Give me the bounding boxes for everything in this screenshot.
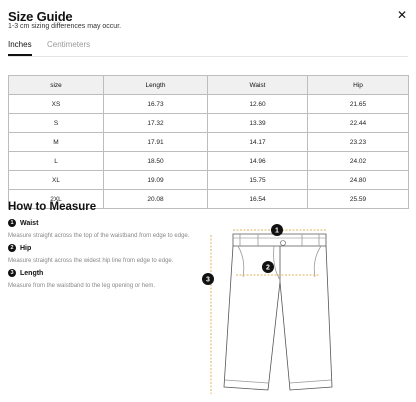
svg-text:3: 3 (206, 276, 210, 284)
svg-text:2: 2 (266, 264, 270, 272)
table-row (9, 133, 409, 152)
close-icon[interactable]: ✕ (397, 8, 408, 22)
marker-1 (271, 224, 283, 236)
measure-description: Measure from the waistband to the leg opening or hem. (8, 283, 156, 289)
measure-description: Measure straight across the widest hip line from edge to edge. (8, 258, 174, 264)
table-cell: 18.50 (104, 152, 208, 171)
table-cell: 14.96 (208, 152, 308, 171)
shorts-diagram-icon (198, 222, 338, 402)
table-cell: L (9, 152, 104, 171)
table-cell: 16.54 (208, 190, 308, 209)
table-cell: 20.08 (104, 190, 208, 209)
tab-inches[interactable]: Inches (8, 40, 32, 49)
svg-text:1: 1 (275, 227, 279, 235)
table-cell: M (9, 133, 104, 152)
table-cell: 12.60 (208, 95, 308, 114)
table-cell: 24.80 (308, 171, 409, 190)
size-table (8, 75, 409, 209)
table-row (9, 95, 409, 114)
table-cell: 16.73 (104, 95, 208, 114)
measure-item-length (8, 269, 155, 289)
marker-3 (202, 273, 214, 285)
table-row (9, 171, 409, 190)
table-cell: 25.59 (308, 190, 409, 209)
column-header-size: size (9, 76, 104, 95)
table-cell: 13.39 (208, 114, 308, 133)
table-header-row (9, 76, 409, 95)
measure-label: Hip (20, 244, 32, 252)
measure-description: Measure straight across the top of the waistband from edge to edge. (8, 233, 190, 239)
table-cell: XL (9, 171, 104, 190)
measure-item-hip (8, 244, 173, 264)
measure-label: Waist (20, 219, 39, 227)
measure-label: Length (20, 269, 44, 277)
column-header-waist: Waist (208, 76, 308, 95)
marker-2 (262, 261, 274, 273)
table-cell: 22.44 (308, 114, 409, 133)
table-cell: XS (9, 95, 104, 114)
table-cell: 14.17 (208, 133, 308, 152)
measure-item-waist (8, 219, 189, 239)
table-cell: 19.09 (104, 171, 208, 190)
tab-divider (8, 56, 408, 57)
column-header-length: Length (104, 76, 208, 95)
tab-centimeters[interactable]: Centimeters (47, 40, 91, 49)
table-cell: 24.02 (308, 152, 409, 171)
table-cell: 2XL (9, 190, 104, 209)
table-cell: 23.23 (308, 133, 409, 152)
table-cell: 21.65 (308, 95, 409, 114)
sizing-note: 1-3 cm sizing differences may occur. (8, 23, 122, 30)
column-header-hip: Hip (308, 76, 409, 95)
number-badge: 1 (8, 219, 16, 227)
page-title: Size Guide (8, 9, 73, 24)
table-cell: 15.75 (208, 171, 308, 190)
number-badge: 2 (8, 244, 16, 252)
unit-tabs (8, 38, 408, 57)
table-row (9, 152, 409, 171)
table-row (9, 114, 409, 133)
how-to-measure-title: How to Measure (8, 201, 97, 213)
table-cell: S (9, 114, 104, 133)
number-badge: 3 (8, 269, 16, 277)
table-cell: 17.91 (104, 133, 208, 152)
table-cell: 17.32 (104, 114, 208, 133)
